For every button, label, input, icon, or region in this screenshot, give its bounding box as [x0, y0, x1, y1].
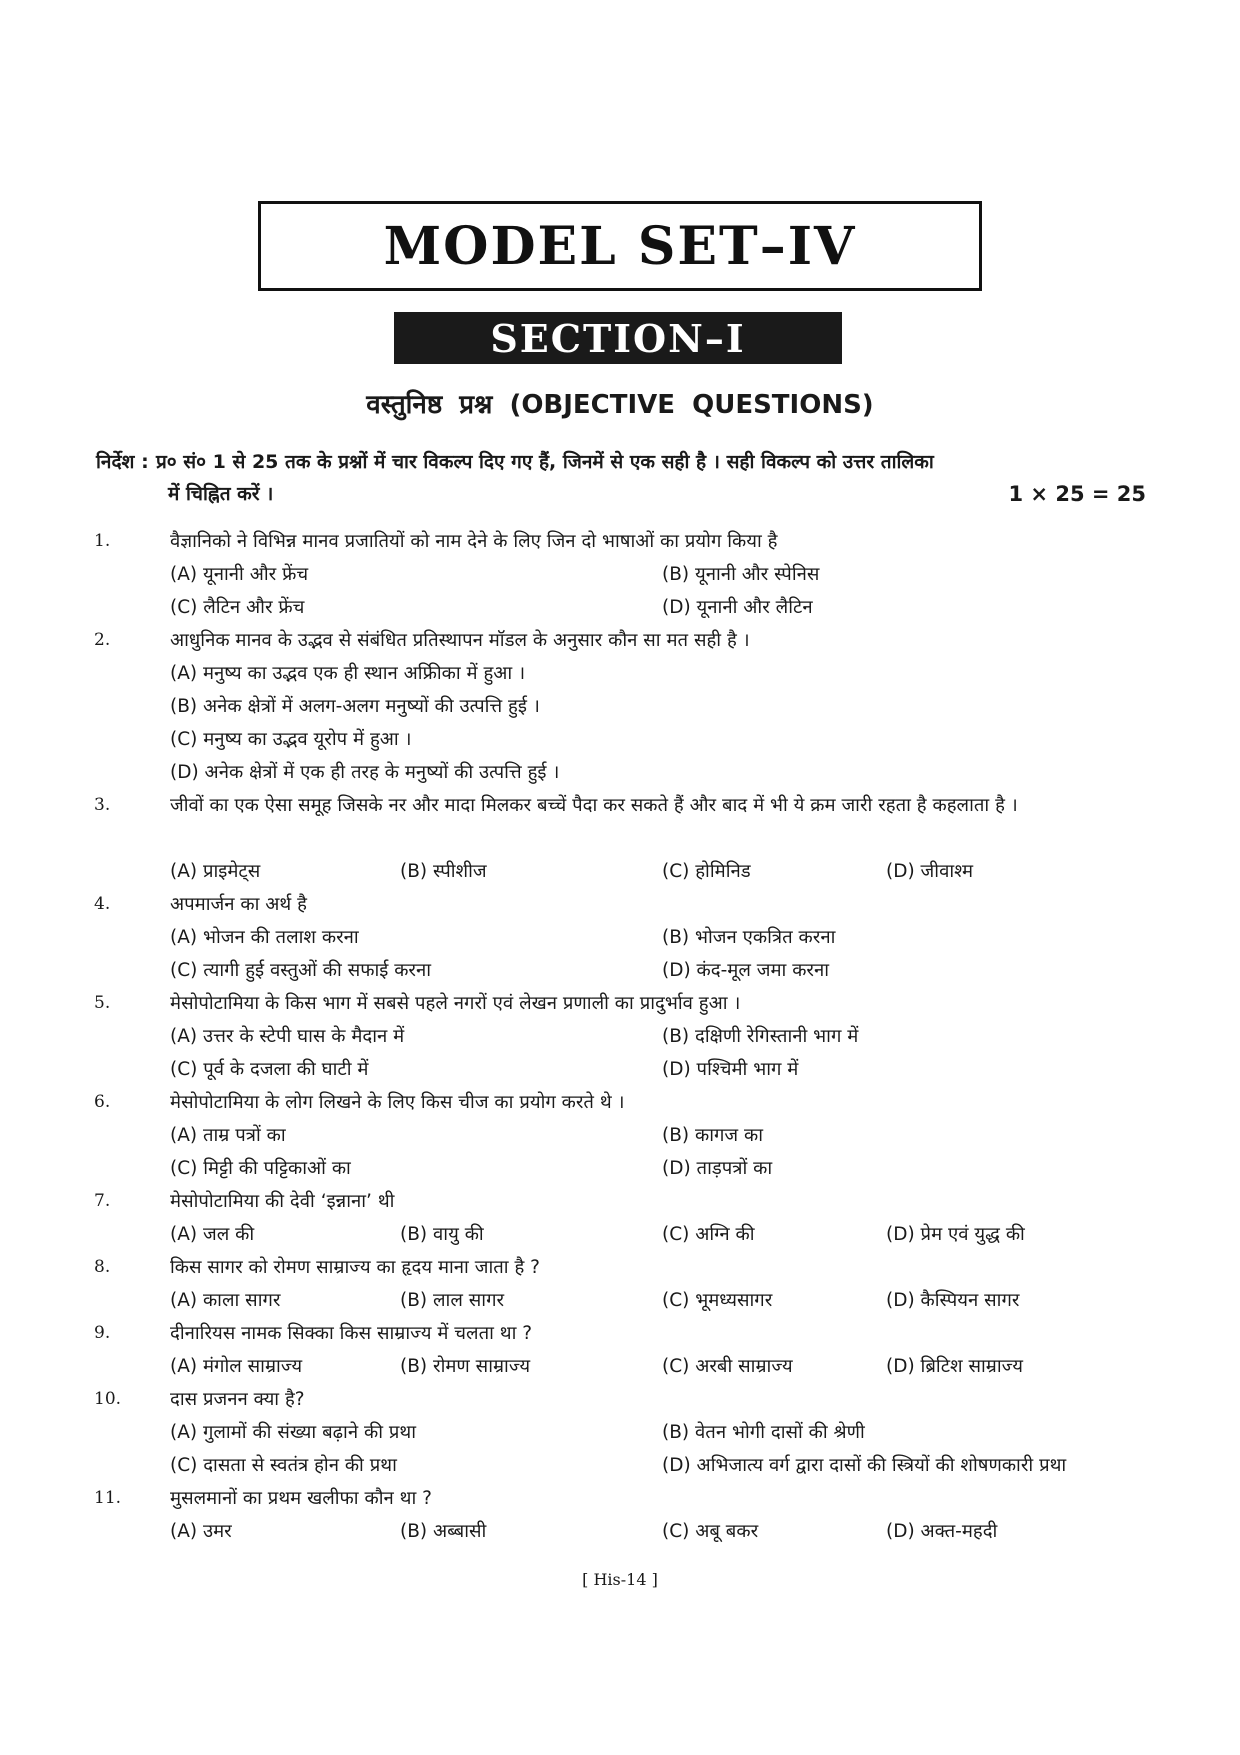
option-row: [0, 1218, 1240, 1251]
option-c: (C) भूमध्यसागर: [662, 1290, 773, 1311]
option-a: (A) भोजन की तलाश करना: [170, 927, 359, 948]
option-row: [0, 1020, 1240, 1053]
option-d: (D) पश्चिमी भाग में: [662, 1059, 799, 1080]
option-row: [0, 1449, 1240, 1482]
option-d: (D) यूनानी और लैटिन: [662, 597, 813, 618]
question-row: [0, 1383, 1240, 1416]
option-d: (D) कैस्पियन सागर: [886, 1290, 1020, 1311]
question-row: [0, 1185, 1240, 1218]
option-b: (B) अब्बासी: [400, 1521, 487, 1542]
option-c: (C) पूर्व के दजला की घाटी में: [170, 1059, 369, 1080]
option-row: [0, 855, 1240, 888]
option-row: [0, 723, 1240, 756]
option-row: [0, 1416, 1240, 1449]
option-a: (A) गुलामों की संख्या बढ़ाने की प्रथा: [170, 1422, 417, 1443]
option-b: (B) भोजन एकत्रित करना: [662, 927, 836, 948]
option-b: (B) वेतन भोगी दासों की श्रेणी: [662, 1422, 865, 1443]
question-text: आधुनिक मानव के उद्भव से संबंधित प्रतिस्थापन मॉडल के अनुसार कौन सा मत सही है ।: [170, 630, 750, 651]
section-banner: [394, 312, 842, 364]
option-row: [0, 1284, 1240, 1317]
option-row: [0, 1515, 1240, 1548]
question-row: [0, 789, 1240, 855]
option-a: (A) प्राइमेट्स: [170, 861, 261, 882]
option-row: [0, 954, 1240, 987]
question-text: मेसोपोटामिया के किस भाग में सबसे पहले नगरों एवं लेखन प्रणाली का प्रादुर्भाव हुआ ।: [170, 993, 741, 1014]
question-row: [0, 525, 1240, 558]
option-b: (B) अनेक क्षेत्रों में अलग-अलग मनुष्यों की उत्पत्ति हुई ।: [170, 696, 540, 717]
question-row: [0, 1317, 1240, 1350]
section-title: SECTION–I: [490, 315, 746, 361]
option-d: (D) अभिजात्य वर्ग द्वारा दासों की स्त्रियों की शोषणकारी प्रथा: [662, 1455, 1067, 1476]
instructions-line-1: प्र० सं० 1 से 25 तक के प्रश्नों में चार विकल्प दिए गए हैं, जिनमें से एक सही है । सही विकल्प को उत्तर तालिका: [156, 451, 934, 473]
option-row: [0, 1053, 1240, 1086]
option-c: (C) अरबी साम्राज्य: [662, 1356, 793, 1377]
instructions-label: निर्देश :: [96, 451, 149, 473]
option-c: (C) अग्नि की: [662, 1224, 755, 1245]
question-text: किस सागर को रोमण साम्राज्य का हृदय माना जाता है ?: [170, 1257, 540, 1278]
option-a: (A) काला सागर: [170, 1290, 281, 1311]
question-number: 2.: [94, 630, 111, 650]
question-text: मुसलमानों का प्रथम खलीफा कौन था ?: [170, 1488, 432, 1509]
marks-allocation: 1 × 25 = 25: [1008, 482, 1146, 506]
option-b: (B) लाल सागर: [400, 1290, 505, 1311]
option-row: [0, 1119, 1240, 1152]
option-row: [0, 1350, 1240, 1383]
subtitle: वस्तुनिष्ठ प्रश्न (OBJECTIVE QUESTIONS): [366, 390, 874, 420]
option-a: (A) ताम्र पत्रों का: [170, 1125, 286, 1146]
option-d: (D) अनेक क्षेत्रों में एक ही तरह के मनुष्यों की उत्पत्ति हुई ।: [170, 762, 560, 783]
question-text: अपमार्जन का अर्थ है: [170, 894, 307, 915]
option-a: (A) यूनानी और फ्रेंच: [170, 564, 309, 585]
option-b: (B) रोमण साम्राज्य: [400, 1356, 531, 1377]
question-text: दीनारियस नामक सिक्का किस साम्राज्य में चलता था ?: [170, 1323, 533, 1344]
option-a: (A) मनुष्य का उद्भव एक ही स्थान अफ्रिीका में हुआ ।: [170, 663, 526, 684]
question-number: 10.: [94, 1389, 122, 1409]
option-a: (A) उमर: [170, 1521, 232, 1542]
question-number: 1.: [94, 531, 111, 551]
page-title: MODEL SET–IV: [383, 215, 857, 277]
option-d: (D) ब्रिटिश साम्राज्य: [886, 1356, 1023, 1377]
instructions-line-2: में चिह्नित करें ।: [168, 483, 274, 505]
option-c: (C) दासता से स्वतंत्र होन की प्रथा: [170, 1455, 397, 1476]
option-row: [0, 690, 1240, 723]
option-d: (D) ताड़पत्रों का: [662, 1158, 773, 1179]
option-a: (A) मंगोल साम्राज्य: [170, 1356, 303, 1377]
option-b: (B) कागज का: [662, 1125, 764, 1146]
question-number: 8.: [94, 1257, 111, 1277]
option-row: [0, 558, 1240, 591]
option-c: (C) होमिनिड: [662, 861, 751, 882]
question-text: मेसोपोटामिया के लोग लिखने के लिए किस चीज का प्रयोग करते थे ।: [170, 1092, 625, 1113]
page-number: [ His-14 ]: [582, 1570, 658, 1589]
question-number: 7.: [94, 1191, 111, 1211]
option-b: (B) वायु की: [400, 1224, 484, 1245]
question-text: जीवों का एक ऐसा समूह जिसके नर और मादा मिलकर बच्चें पैदा कर सकते हैं और बाद में भी ये क्रम जारी रहता है कहलाता है ।: [170, 795, 1018, 816]
option-d: (D) अक्त-महदी: [886, 1521, 998, 1542]
question-number: 6.: [94, 1092, 111, 1112]
question-row: [0, 1251, 1240, 1284]
question-text: वैज्ञानिको ने विभिन्न मानव प्रजातियों को नाम देने के लिए जिन दो भाषाओं का प्रयोग किया है: [170, 531, 778, 552]
option-c: (C) लैटिन और फ्रेंच: [170, 597, 305, 618]
question-row: [0, 888, 1240, 921]
option-c: (C) अबू बकर: [662, 1521, 759, 1542]
question-number: 5.: [94, 993, 111, 1013]
question-row: [0, 1482, 1240, 1515]
title-box: [258, 201, 982, 291]
question-list: [0, 525, 1240, 1548]
option-d: (D) कंद-मूल जमा करना: [662, 960, 830, 981]
option-row: [0, 921, 1240, 954]
option-a: (A) उत्तर के स्टेपी घास के मैदान में: [170, 1026, 405, 1047]
question-row: [0, 1086, 1240, 1119]
question-number: 9.: [94, 1323, 111, 1343]
option-b: (B) स्पीशीज: [400, 861, 487, 882]
option-row: [0, 1152, 1240, 1185]
question-number: 4.: [94, 894, 111, 914]
option-c: (C) मिट्टी की पट्टिकाओं का: [170, 1158, 351, 1179]
option-d: (D) जीवाश्म: [886, 861, 974, 882]
option-c: (C) त्यागी हुई वस्तुओं की सफाई करना: [170, 960, 432, 981]
option-b: (B) दक्षिणी रेगिस्तानी भाग में: [662, 1026, 859, 1047]
option-d: (D) प्रेम एवं युद्ध की: [886, 1224, 1025, 1245]
question-row: [0, 624, 1240, 657]
option-row: [0, 756, 1240, 789]
option-b: (B) यूनानी और स्पेनिस: [662, 564, 820, 585]
question-row: [0, 987, 1240, 1020]
question-number: 3.: [94, 795, 111, 815]
question-number: 11.: [94, 1488, 122, 1508]
question-text: मेसोपोटामिया की देवी ‘इन्नाना’ थी: [170, 1191, 395, 1212]
question-text: दास प्रजनन क्या है?: [170, 1389, 305, 1410]
option-c: (C) मनुष्य का उद्भव यूरोप में हुआ ।: [170, 729, 412, 750]
option-a: (A) जल की: [170, 1224, 255, 1245]
option-row: [0, 657, 1240, 690]
option-row: [0, 591, 1240, 624]
